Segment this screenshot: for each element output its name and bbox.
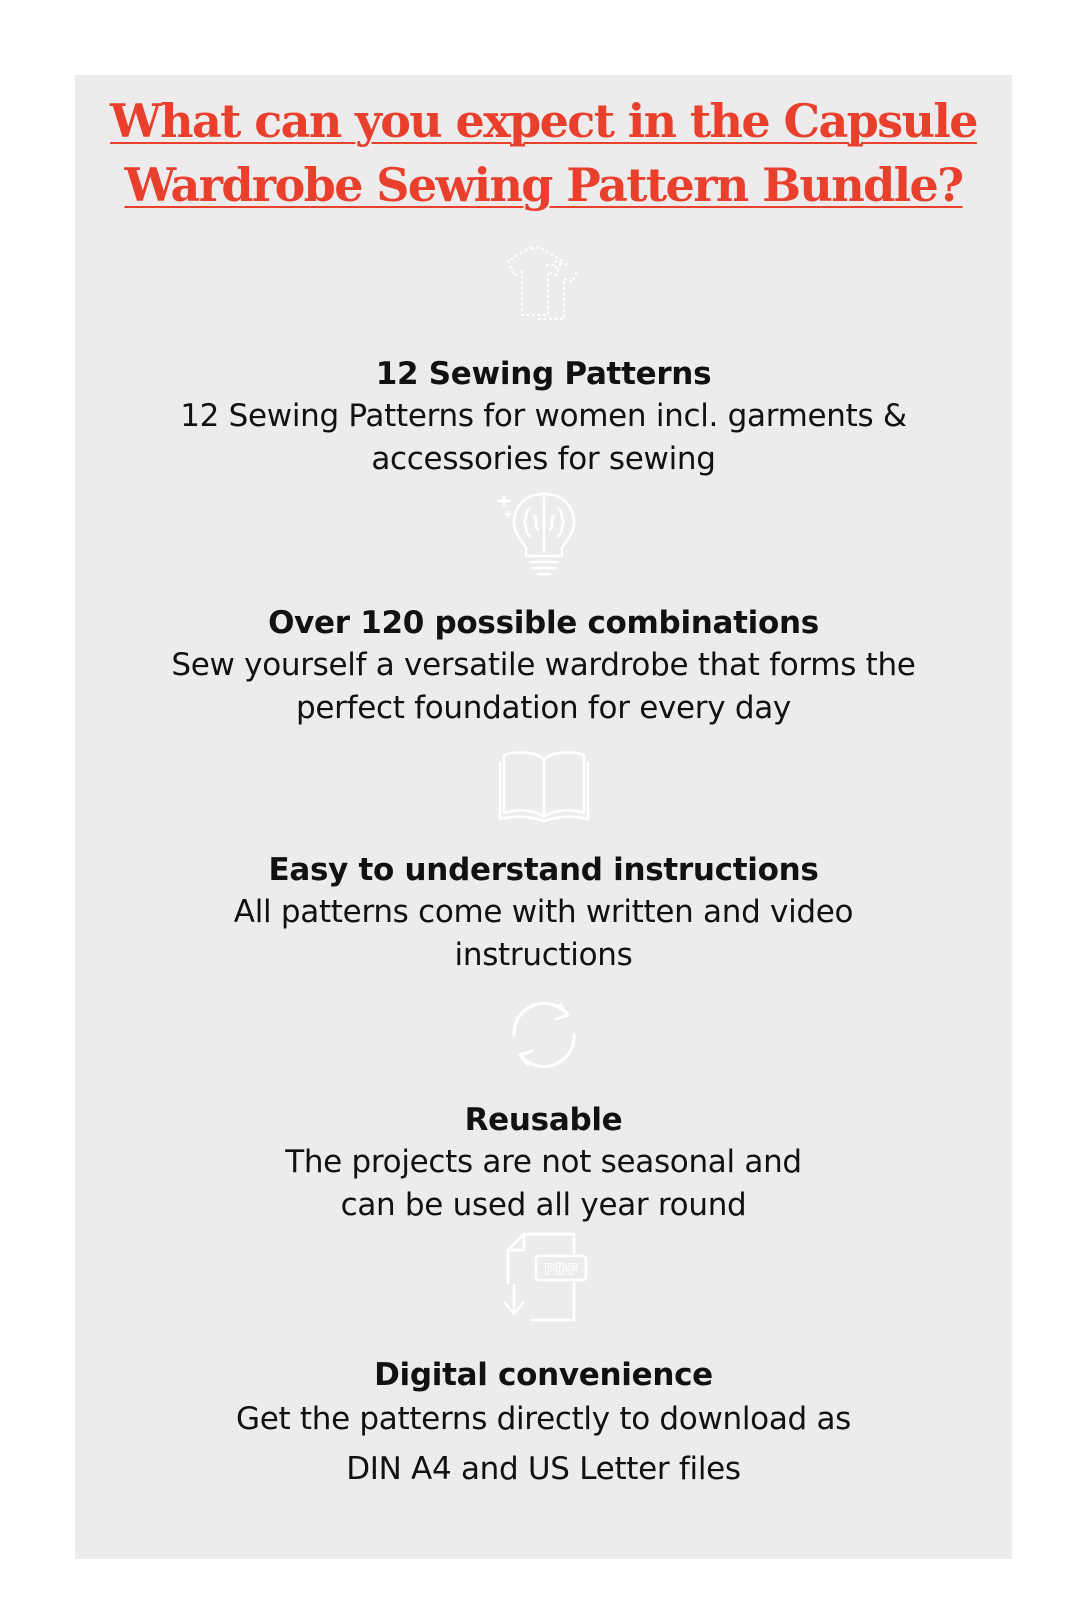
open-book-icon [494,735,594,835]
feature-description: Sew yourself a versatile wardrobe that forms the perfect foundation for every day [171,647,916,726]
feature-description: The projects are not seasonal and can be used all year round [285,1144,802,1223]
feature-panel [75,75,1012,1559]
pdf-label: PDF [543,1260,578,1279]
feature-sewing-patterns [75,235,1012,481]
feature-description: 12 Sewing Patterns for women incl. garments & accessories for sewing [180,398,907,477]
page-title: What can you expect in the Capsule Wardrobe Sewing Pattern Bundle? [110,94,977,212]
refresh-cycle-icon [494,985,594,1085]
feature-description: All patterns come with written and video instructions [233,894,854,973]
feature-reusable [75,985,1012,1227]
feature-heading: 12 Sewing Patterns [375,356,712,392]
feature-heading: Digital convenience [374,1357,713,1393]
pdf-download-icon [494,1228,594,1328]
feature-heading: Easy to understand instructions [268,852,819,888]
feature-heading: Over 120 possible combinations [268,605,819,641]
feature-instructions [75,735,1012,977]
tshirt-pattern-icon [494,235,594,335]
feature-combinations [75,482,1012,730]
feature-heading: Reusable [464,1102,623,1138]
feature-description: Get the patterns directly to download as DIN A4 and US Letter files [235,1401,852,1487]
brain-lightbulb-icon [494,482,594,582]
feature-digital [75,1228,1012,1494]
